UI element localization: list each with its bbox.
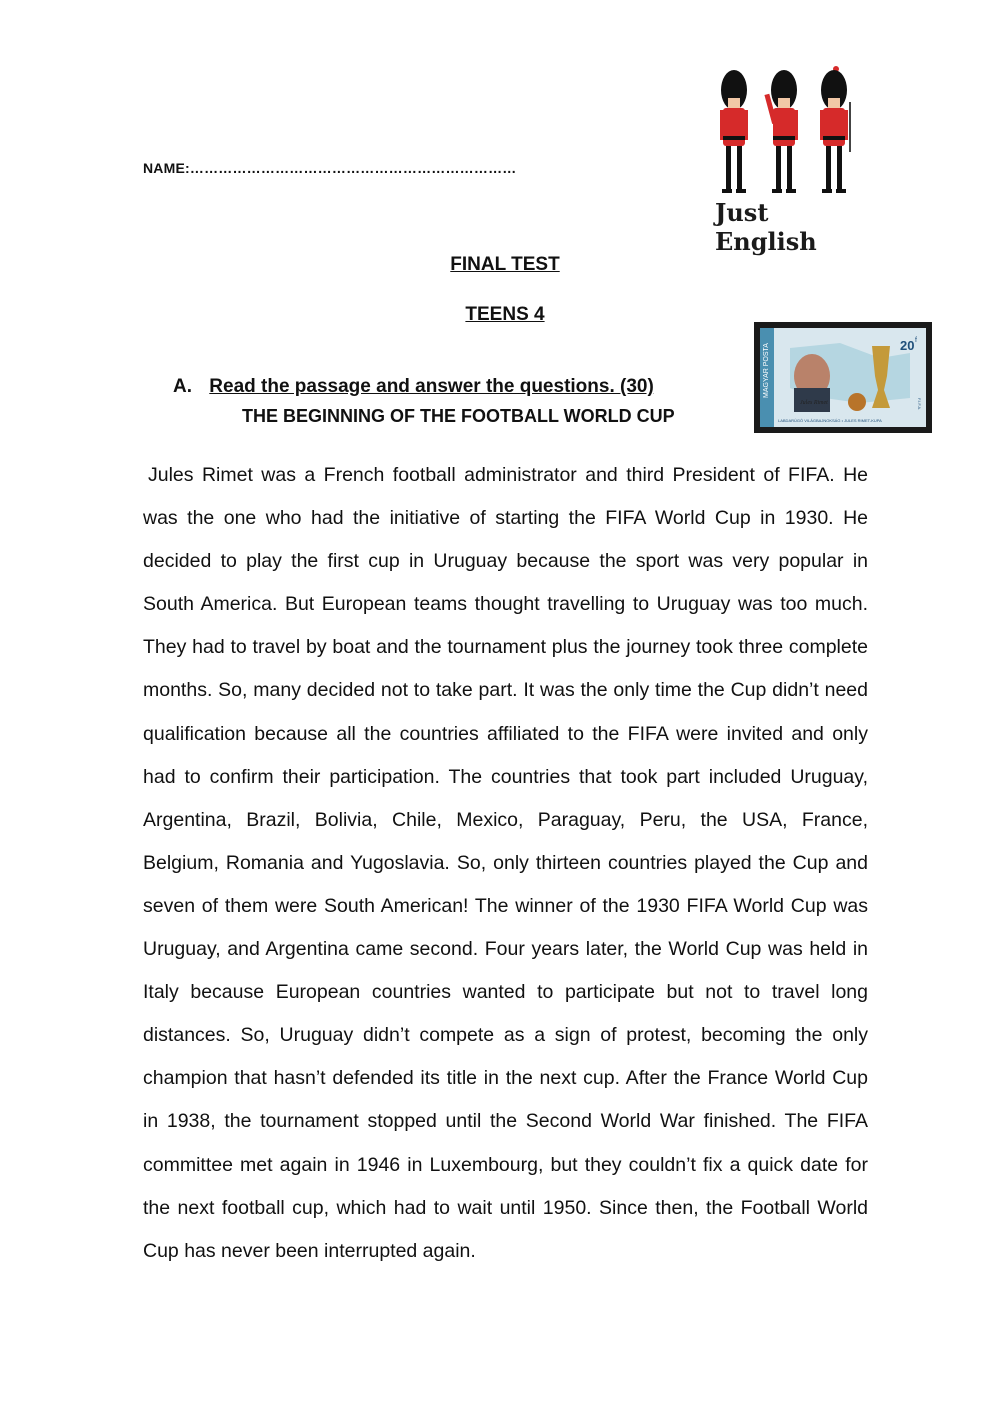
test-title: FINAL TEST: [450, 254, 560, 275]
guard-3-icon: [820, 66, 851, 193]
guard-2-icon: [764, 70, 798, 193]
name-field-label: NAME:……………………………………………………………: [143, 160, 517, 176]
svg-text:Jules Rimet: Jules Rimet: [800, 400, 828, 406]
svg-text:F.I.F.A.: F.I.F.A.: [917, 398, 922, 411]
section-instruction: Read the passage and answer the questions. (30): [209, 376, 654, 397]
guard-1-icon: [720, 70, 748, 193]
section-letter: A.: [173, 376, 192, 397]
test-level: TEENS 4: [465, 304, 545, 325]
reading-passage: Jules Rimet was a French football administrator and third President of FIFA. He was the one who had the initiative of starting the FIFA World Cup in 1930. He decided to play the first cup in Uruguay because the sport was very popular in South America. But European teams thought travelling to Uruguay was too much. They had to travel by boat and the tournament plus the journey took three complete months. So, many decided not to take part. It was the only time the Cup didn’t need qualification because all the countries affiliated to the FIFA were invited and only had to confirm their participation. The countries that took part included Uruguay, Argentina, Brazil, Bolivia, Chile, Mexico, Paraguay, Peru, the USA, France, Belgium, Romania and Yugoslavia. So, only thirteen countries played the Cup and seven of them were South American! The winner of the 1930 FIFA World Cup was Uruguay, and Argentina came second. Four years later, the World Cup was held in Italy because European countries wanted to participate but not to travel long distances. So, Uruguay didn’t compete as a sign of protest, becoming the only champion that hasn’t defended its title in the next cup. After the France World Cup in 1938, the tournament stopped until the Second World War finished. The FIFA committee met again in 1946 in Luxembourg, but they couldn’t fix a quick date for the next football cup, which had to wait until 1950. Since then, the Football World Cup has never been interrupted again.: [143, 464, 868, 1262]
svg-text:20: 20: [900, 338, 915, 353]
svg-text:LABDARÚGÓ VILÁGBAJNOKSÁG • JUL: LABDARÚGÓ VILÁGBAJNOKSÁG • JULES RIMET-KUPA: [778, 418, 882, 423]
svg-text:MAGYAR POSTA: MAGYAR POSTA: [763, 343, 770, 398]
football-icon: [848, 393, 866, 411]
passage-title: THE BEGINNING OF THE FOOTBALL WORLD CUP: [242, 406, 675, 426]
svg-text:f: f: [915, 337, 917, 344]
logo-text: Just English: [715, 198, 817, 256]
stamp-image: [754, 322, 932, 433]
section-a-heading: [173, 376, 654, 398]
